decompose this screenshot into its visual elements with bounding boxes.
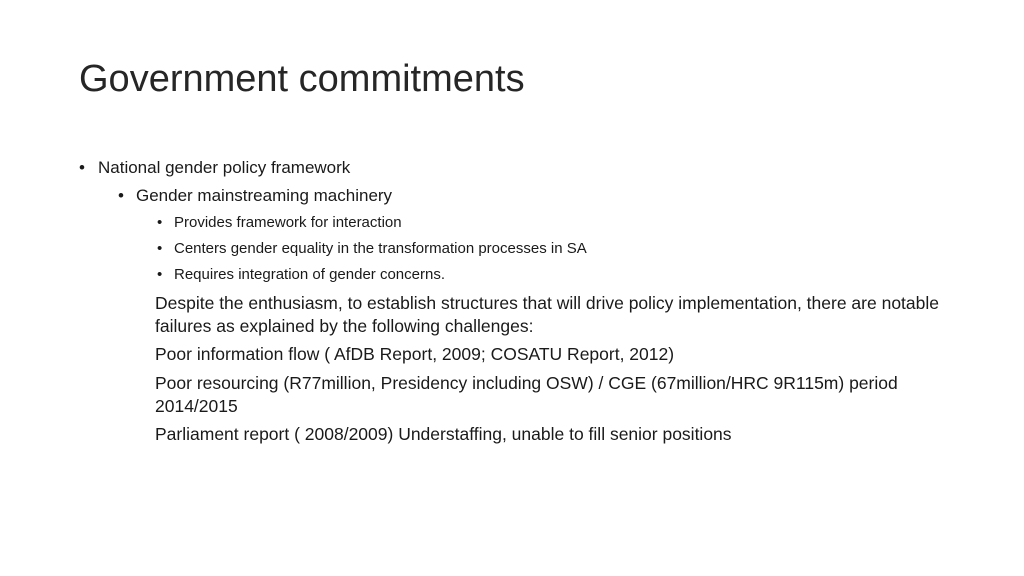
bullet-dot: •	[118, 186, 124, 205]
bullet-dot: •	[157, 214, 163, 231]
bullet-dot: •	[157, 266, 163, 283]
bullet-dot: •	[79, 158, 85, 177]
bullet-level1	[79, 157, 979, 179]
paragraph-challenges-intro: Despite the enthusiasm, to establish structures that will drive policy implementation, there are notable failures as explained by the following challenges:	[155, 293, 940, 336]
bullet-level2	[118, 185, 978, 207]
bullet-level3	[157, 239, 977, 259]
bullet-text: Requires integration of gender concerns.	[174, 266, 445, 283]
paragraph-information-flow: Poor information flow ( AfDB Report, 2009; COSATU Report, 2012)	[155, 344, 675, 364]
bullet-text: Gender mainstreaming machinery	[136, 186, 393, 205]
paragraph-parliament-report: Parliament report ( 2008/2009) Understaffing, unable to fill senior positions	[155, 424, 732, 444]
bullet-level3	[157, 265, 977, 285]
bullet-text: Provides framework for interaction	[174, 214, 402, 231]
paragraph-resourcing: Poor resourcing (R77million, Presidency including OSW) / CGE (67million/HRC 9R115m) period 2014/2015	[155, 373, 898, 416]
bullet-text: National gender policy framework	[98, 158, 351, 177]
bullet-dot: •	[157, 240, 163, 257]
slide-title: Government commitments	[79, 58, 525, 100]
bullet-text: Centers gender equality in the transformation processes in SA	[174, 240, 587, 257]
bullet-level3	[157, 213, 977, 233]
